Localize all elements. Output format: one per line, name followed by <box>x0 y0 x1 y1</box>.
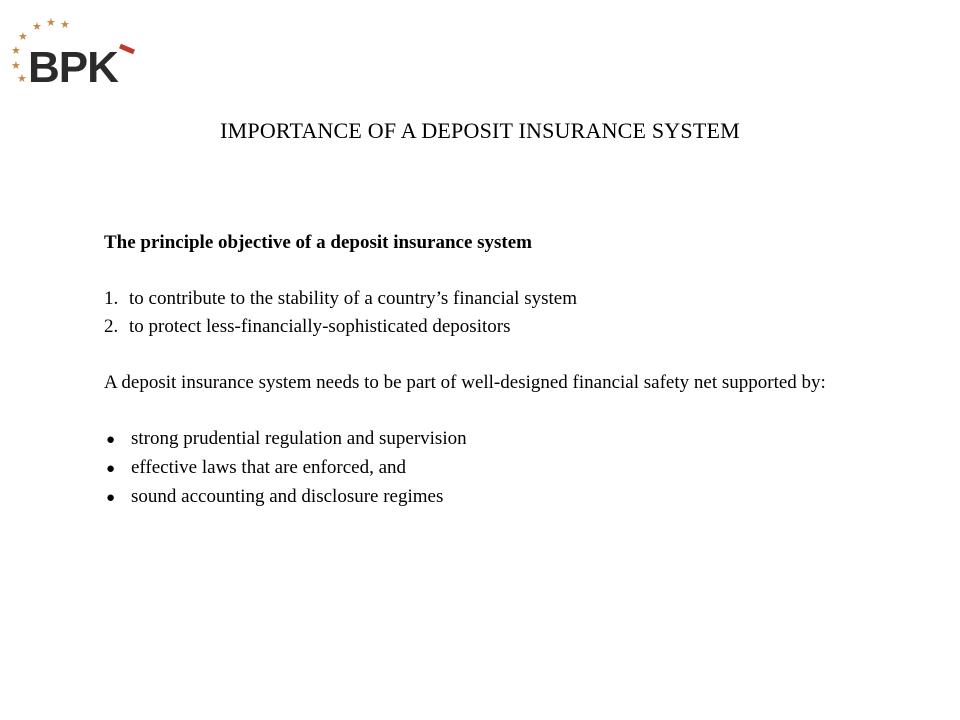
bullet-icon: ● <box>106 490 116 506</box>
star-icon: ★ <box>18 30 28 43</box>
bullet-icon: ● <box>106 432 116 448</box>
bpk-logo <box>8 12 148 92</box>
bullet-text: effective laws that are enforced, and <box>131 457 406 478</box>
bpk-logo-icon <box>8 12 148 92</box>
objective-text: to protect less-financially-sophisticated depositors <box>129 316 511 337</box>
bullet-item <box>104 483 904 512</box>
bullet-icon: ● <box>106 461 116 477</box>
safety-net-paragraph: A deposit insurance system needs to be part of well-designed financial safety net supported by: <box>104 372 826 393</box>
logo-accent <box>120 46 134 52</box>
objective-item <box>104 313 904 341</box>
star-icon: ★ <box>11 59 21 72</box>
slide-content <box>104 229 904 512</box>
star-icon: ★ <box>60 18 70 31</box>
bullet-item <box>104 425 904 454</box>
objective-text: to contribute to the stability of a country’s financial system <box>129 288 577 309</box>
star-icon: ★ <box>46 16 56 29</box>
bullet-item <box>104 454 904 483</box>
star-icon: ★ <box>32 20 42 33</box>
objective-number: 1. <box>104 288 119 309</box>
bullet-text: sound accounting and disclosure regimes <box>131 486 444 507</box>
star-icon: ★ <box>11 44 21 57</box>
star-icon: ★ <box>17 72 27 85</box>
objective-number: 2. <box>104 316 119 337</box>
slide-title: IMPORTANCE OF A DEPOSIT INSURANCE SYSTEM <box>220 118 740 143</box>
logo-text: BPK <box>28 43 118 92</box>
bullet-text: strong prudential regulation and supervision <box>131 428 467 449</box>
objective-heading: The principle objective of a deposit insurance system <box>104 232 533 253</box>
objective-item <box>104 285 904 313</box>
